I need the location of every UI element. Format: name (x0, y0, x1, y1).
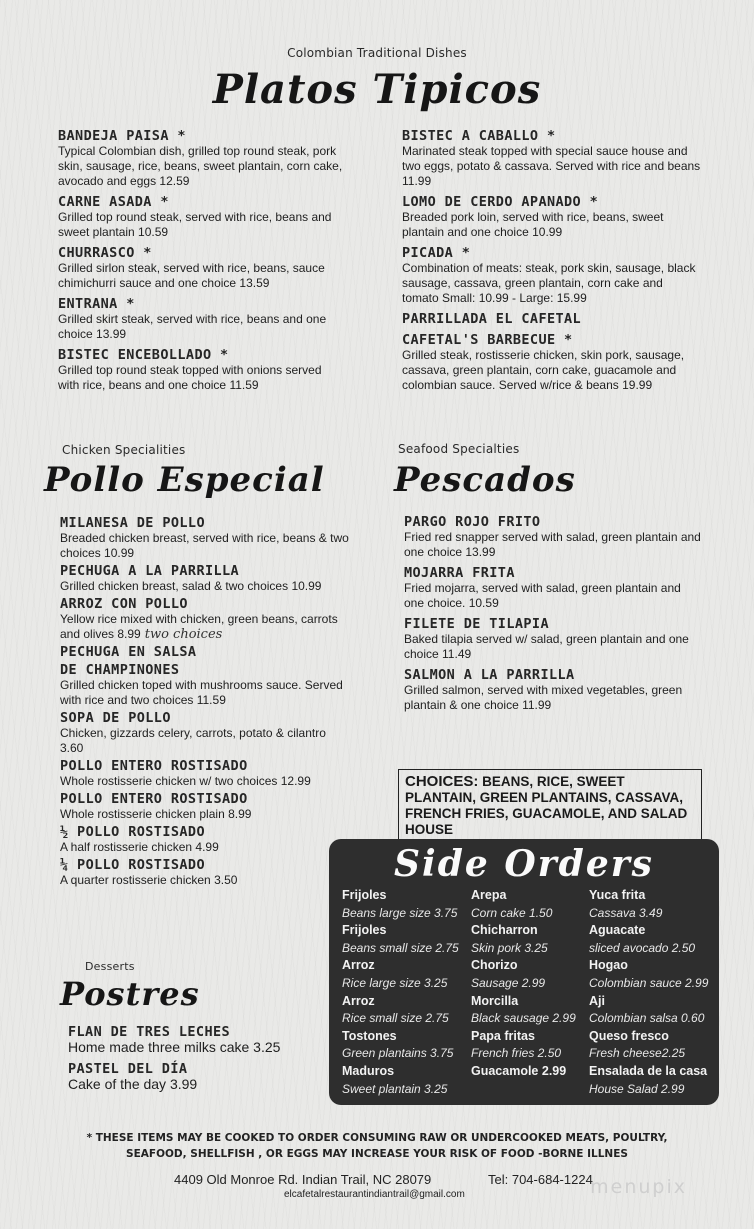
side-item-name: Hogao (589, 958, 628, 973)
platos-left-column (58, 128, 343, 398)
dish-name: CARNE ASADA * (58, 194, 169, 210)
dish-description-text: Grilled sirlon steak, served with rice, beans, sauce chimichurri sauce and one choice 13.59 (58, 261, 325, 290)
dish-description-text: Baked tilapia served w/ salad, green plantain and one choice 11.49 (404, 632, 689, 661)
menu-item (58, 128, 343, 189)
dish-name: BANDEJA PAISA * (58, 128, 186, 144)
side-item-description: Black sausage 2.99 (471, 1011, 576, 1026)
dish-name: CHURRASCO * (58, 245, 152, 261)
dish-description (404, 632, 704, 662)
dish-name: PASTEL DEL DÍA (68, 1061, 188, 1077)
menu-item (60, 791, 350, 822)
choices-lead: CHOICES: (405, 773, 479, 790)
dish-name: BISTEC ENCEBOLLADO * (58, 347, 229, 363)
menu-title: Platos Tipicos (212, 66, 542, 113)
dish-description-text: Grilled chicken toped with mushrooms sauce. Served with rice and two choices 11.59 (60, 678, 343, 707)
dish-name: ¼ POLLO ROSTISADO (60, 857, 205, 873)
side-item-name: Morcilla (471, 993, 519, 1008)
dish-description (60, 612, 350, 642)
side-item-name: Frijoles (342, 888, 387, 902)
dish-name: CAFETAL'S BARBECUE * (402, 332, 573, 348)
side-item-description: Rice small size 2.75 (342, 1011, 449, 1026)
dish-description-text: Marinated steak topped with special sauce house and two eggs, potato & cassava. Served with rice and beans 11.99 (402, 144, 701, 188)
dish-description-text: Grilled top round steak, served with rice, beans and sweet plantain 10.59 (58, 210, 332, 239)
restaurant-address: 4409 Old Monroe Rd. Indian Trail, NC 28079 (174, 1172, 432, 1187)
menu-item (68, 1061, 328, 1092)
menu-item (60, 758, 350, 789)
menu-item (404, 565, 704, 611)
dish-description (404, 581, 704, 611)
dish-description-text: Grilled skirt steak, served with rice, beans and one choice 13.99 (58, 312, 327, 341)
dish-description-text: Cake of the day 3.99 (68, 1076, 198, 1092)
pescados-list (404, 514, 704, 718)
side-orders-column-3 (589, 887, 717, 1098)
menu-item (68, 1024, 328, 1055)
side-item-description: sliced avocado 2.50 (589, 940, 696, 955)
side-item-name: Yuca frita (589, 888, 646, 902)
side-item-description: Colombian sauce 2.99 (589, 975, 709, 990)
dish-description-text: Fried mojarra, served with salad, green plantain and one choice. 10.59 (404, 581, 681, 610)
side-item-name: Arroz (342, 993, 375, 1008)
menu-item (58, 347, 343, 393)
postres-title: Postres (60, 975, 200, 1013)
side-item-name: Arroz (342, 958, 375, 973)
dish-description (60, 678, 350, 708)
side-item-name: Aji (589, 993, 605, 1008)
dish-name: SALMON A LA PARRILLA (404, 667, 575, 683)
watermark-logo: menupix (590, 1176, 687, 1198)
dish-name: POLLO ENTERO ROSTISADO (60, 758, 248, 774)
dish-name: PECHUGA A LA PARRILLA (60, 563, 240, 579)
handwritten-note: two choices (144, 627, 223, 642)
menu-item (404, 667, 704, 713)
side-item-description: Beans small size 2.75 (342, 940, 459, 955)
menu-item (402, 194, 702, 240)
menu-item (404, 616, 704, 662)
side-item-name: Queso fresco (589, 1028, 669, 1043)
menu-item (402, 245, 702, 306)
dish-description (58, 312, 343, 342)
side-item-description: Sausage 2.99 (471, 975, 546, 990)
dish-description (402, 348, 702, 393)
dish-description (402, 261, 702, 306)
dish-description (60, 774, 350, 789)
choices-text: BEANS, RICE, SWEET PLANTAIN, GREEN PLANTAINS, CASSAVA, FRENCH FRIES, GUACAMOLE, AND SALAD HOUSE (405, 774, 688, 837)
side-item-description: Colombian salsa 0.60 (589, 1011, 705, 1026)
dish-description (60, 579, 350, 594)
food-safety-notice (0, 1130, 754, 1162)
restaurant-email: elcafetalrestaurantindiantrail@gmail.com (284, 1189, 465, 1200)
side-item-description (471, 1081, 591, 1099)
dish-name: FLAN DE TRES LECHES (68, 1024, 231, 1040)
dish-name: DE CHAMPINONES (60, 662, 180, 678)
dish-description (58, 210, 343, 240)
side-item-description: Rice large size 3.25 (342, 975, 448, 990)
dish-description (404, 683, 704, 713)
side-item-name: Frijoles (342, 923, 387, 938)
dish-name: MOJARRA FRITA (404, 565, 515, 581)
dish-name: PARGO ROJO FRITO (404, 514, 541, 530)
side-item-name: Arepa (471, 888, 507, 902)
postres-list (68, 1024, 328, 1098)
menu-item (58, 245, 343, 291)
pollo-list (60, 515, 350, 890)
dish-name: BISTEC A CABALLO * (402, 128, 556, 144)
dish-description-text: Grilled steak, rostisserie chicken, skin pork, sausage, cassava, green plantain, corn cake, guacamole and colombian sauce. Served w/rice & beans 19.99 (402, 348, 685, 392)
dish-description-text: Breaded pork loin, served with rice, beans, sweet plantain and one choice 10.99 (402, 210, 664, 239)
menu-item (402, 332, 702, 393)
dish-description-text: A quarter rostisserie chicken 3.50 (60, 873, 238, 887)
side-item-description: French fries 2.50 (471, 1046, 562, 1061)
dish-description (58, 144, 343, 189)
side-item-description: Beans large size 3.75 (342, 905, 458, 920)
side-item-description: Corn cake 1.50 (471, 905, 553, 920)
choices-box (398, 769, 702, 843)
menu-item (60, 644, 350, 660)
pollo-subtitle: Chicken Specialities (62, 443, 186, 457)
dish-description-text: Chicken, gizzards celery, carrots, potato & cilantro 3.60 (60, 726, 326, 755)
pescados-title: Pescados (394, 460, 576, 500)
menu-item (60, 662, 350, 708)
menu-subtitle: Colombian Traditional Dishes (287, 46, 467, 60)
side-item-description: Green plantains 3.75 (342, 1046, 454, 1061)
platos-right-column (402, 128, 702, 398)
dish-name: POLLO ENTERO ROSTISADO (60, 791, 248, 807)
side-item-name: Tostones (342, 1028, 397, 1043)
dish-description-text: Grilled salmon, served with mixed vegetables, green plantain & one choice 11.99 (404, 683, 683, 712)
side-item-name: Papa fritas (471, 1028, 535, 1043)
side-item-description: Cassava 3.49 (589, 905, 663, 920)
side-item-description: House Salad 2.99 (589, 1081, 685, 1096)
side-orders-title: Side Orders (394, 843, 654, 885)
dish-description-text: Yellow rice mixed with chicken, green beans, carrots and olives 8.99 (60, 612, 338, 641)
dish-description (60, 807, 350, 822)
dish-description (60, 726, 350, 756)
side-item-name: Guacamole 2.99 (471, 1063, 567, 1078)
dish-description (402, 210, 702, 240)
dish-description-text: A half rostisserie chicken 4.99 (60, 840, 219, 854)
side-orders-column-2 (471, 887, 591, 1098)
dish-description (404, 530, 704, 560)
menu-item (58, 194, 343, 240)
dish-name: FILETE DE TILAPIA (404, 616, 549, 632)
side-item-name: Chorizo (471, 958, 518, 973)
menu-item (60, 563, 350, 594)
dish-name: ENTRANA * (58, 296, 135, 312)
notice-line-1: * THESE ITEMS MAY BE COOKED TO ORDER CONSUMING RAW OR UNDERCOOKED MEATS, POULTRY, (86, 1132, 668, 1144)
notice-line-2: SEAFOOD, SHELLFISH , OR EGGS MAY INCREASE YOUR RISK OF FOOD -BORNE ILLNES (126, 1148, 628, 1160)
dish-description (58, 261, 343, 291)
menu-item (60, 857, 350, 888)
side-orders-column-1 (342, 887, 472, 1098)
dish-description-text: Breaded chicken breast, served with rice, beans & two choices 10.99 (60, 531, 349, 560)
dish-description (68, 1040, 328, 1055)
side-item-name: Chicharron (471, 923, 538, 938)
dish-name: PARRILLADA EL CAFETAL (402, 311, 582, 327)
dish-name: SOPA DE POLLO (60, 710, 171, 726)
dish-description-text: Combination of meats: steak, pork skin, sausage, black sausage, cassava, green plantain, corn cake and tomato Small: 10.99 - Large: 15.99 (402, 261, 696, 305)
menu-item (58, 296, 343, 342)
dish-description (60, 840, 350, 855)
menu-item (60, 710, 350, 756)
side-item-description: Sweet plantain 3.25 (342, 1081, 448, 1096)
side-item-name: Aguacate (589, 923, 646, 938)
menu-item (60, 515, 350, 561)
dish-name: MILANESA DE POLLO (60, 515, 205, 531)
pescados-subtitle: Seafood Specialties (398, 442, 520, 456)
postres-subtitle: Desserts (85, 960, 135, 973)
dish-description-text: Whole rostisserie chicken w/ two choices 12.99 (60, 774, 311, 788)
dish-name: LOMO DE CERDO APANADO * (402, 194, 599, 210)
side-item-description: Fresh cheese2.25 (589, 1046, 686, 1061)
menu-item (402, 128, 702, 189)
dish-description (60, 873, 350, 888)
dish-name: PECHUGA EN SALSA (60, 644, 197, 660)
menu-item (60, 596, 350, 642)
dish-description-text: Whole rostisserie chicken plain 8.99 (60, 807, 252, 821)
dish-description-text: Fried red snapper served with salad, green plantain and one choice 13.99 (404, 530, 701, 559)
dish-description (60, 531, 350, 561)
dish-description-text: Grilled top round steak topped with onions served with rice, beans and one choice 11.59 (58, 363, 322, 392)
dish-name: ½ POLLO ROSTISADO (60, 824, 205, 840)
side-orders-box (329, 839, 719, 1105)
dish-description-text: Grilled chicken breast, salad & two choices 10.99 (60, 579, 322, 593)
side-item-name: Maduros (342, 1063, 395, 1078)
restaurant-phone: Tel: 704-684-1224 (488, 1172, 593, 1187)
dish-description (402, 144, 702, 189)
menu-item (402, 311, 702, 327)
dish-name: PICADA * (402, 245, 471, 261)
dish-description (58, 363, 343, 393)
side-item-name: Ensalada de la casa (589, 1063, 708, 1078)
dish-description-text: Typical Colombian dish, grilled top round steak, pork skin, sausage, rice, beans, sweet plantain, corn cake, avocado and eggs 12.59 (58, 144, 343, 188)
menu-item (404, 514, 704, 560)
dish-description-text: Home made three milks cake 3.25 (68, 1039, 281, 1055)
dish-name: ARROZ CON POLLO (60, 596, 188, 612)
dish-description (68, 1077, 328, 1092)
side-item-description: Skin pork 3.25 (471, 940, 548, 955)
menu-item (60, 824, 350, 855)
pollo-title: Pollo Especial (44, 460, 325, 500)
